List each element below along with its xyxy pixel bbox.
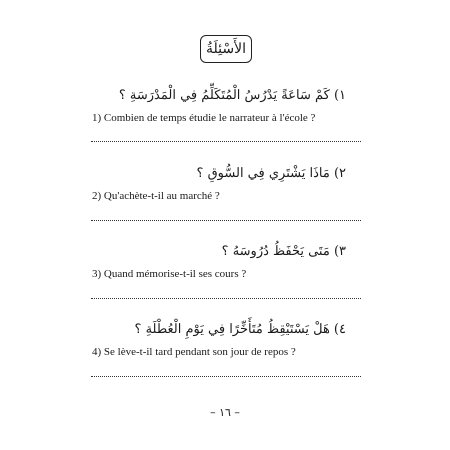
section-title <box>200 35 252 63</box>
section-title-text: الأَسْئِلَةُ <box>206 41 246 57</box>
question-2-french: 2) Qu'achète-t-il au marché ? <box>92 190 220 202</box>
answer-line-1[interactable] <box>91 141 361 142</box>
answer-line-3[interactable] <box>91 298 361 299</box>
question-3-arabic: ٣) مَتَى يَحْفَظُ دُرُوسَهُ ؟ <box>221 244 346 259</box>
answer-line-2[interactable] <box>91 220 361 221</box>
answer-line-4[interactable] <box>91 376 361 377</box>
question-1-arabic: ١) كَمْ سَاعَةً يَدْرُسُ الْمُتَكَلِّمُ فِي الْمَدْرَسَةِ ؟ <box>118 88 346 103</box>
question-2-arabic: ٢) مَاذَا يَشْتَرِي فِي السُّوقِ ؟ <box>196 166 346 181</box>
question-1-french: 1) Combien de temps étudie le narrateur à l'école ? <box>92 112 316 124</box>
question-4-arabic: ٤) هَلْ يَسْتَيْقِظُ مُتَأَخِّرًا فِي يَوْمِ الْعُطْلَةِ ؟ <box>134 322 346 337</box>
page-number: – ١٦ – <box>210 406 240 419</box>
question-3-french: 3) Quand mémorise-t-il ses cours ? <box>92 268 247 280</box>
question-4-french: 4) Se lève-t-il tard pendant son jour de repos ? <box>92 346 296 358</box>
